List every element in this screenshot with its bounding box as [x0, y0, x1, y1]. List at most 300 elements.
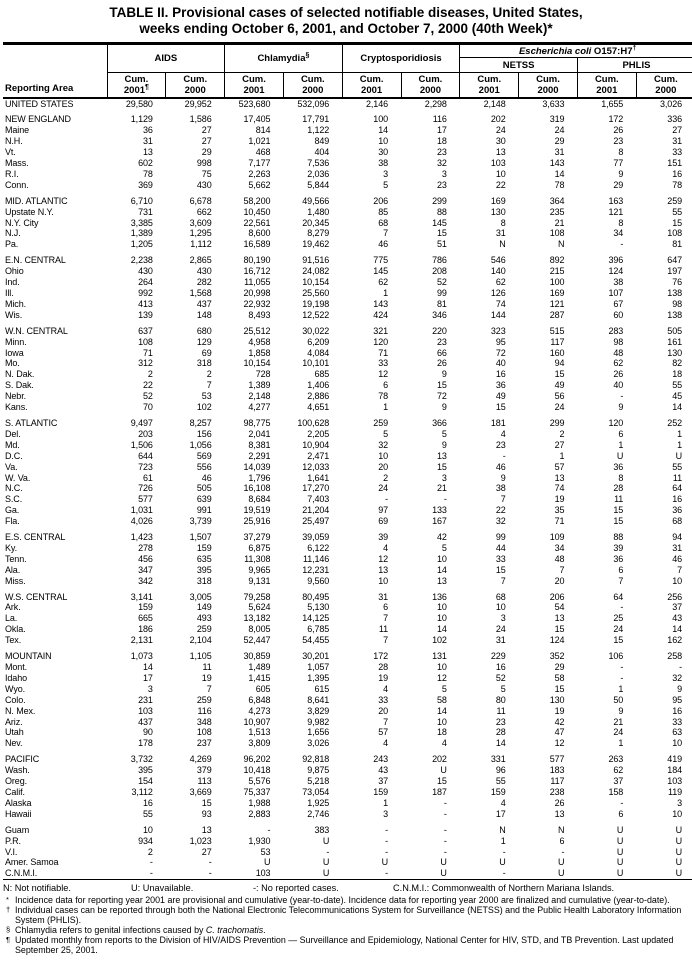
value-cell: 46	[378, 239, 389, 250]
value-cell: 53	[201, 391, 212, 402]
value-cell: 60	[613, 309, 624, 320]
value-cell: 318	[196, 575, 212, 586]
value-cell: 99	[495, 532, 506, 543]
value-cell: 8,641	[307, 694, 330, 705]
value-cell: 69	[201, 347, 212, 358]
value-cell: 36	[142, 125, 153, 136]
value-cell: 15	[672, 217, 683, 228]
value-cell: 98	[613, 336, 624, 347]
value-cell: 577	[549, 754, 565, 765]
value-cell: 85	[378, 206, 389, 217]
reporting-area-cell: Nev.	[5, 738, 23, 749]
value-cell: -	[620, 662, 624, 672]
table-row	[3, 418, 692, 429]
table-row	[3, 592, 692, 603]
value-cell: -	[620, 602, 624, 613]
value-cell: 94	[672, 532, 683, 543]
value-cell: 22,561	[243, 217, 271, 228]
value-cell: 323	[490, 325, 506, 336]
value-cell: 18	[437, 727, 447, 738]
value-cell: -	[620, 797, 624, 808]
value-cell: -	[267, 824, 271, 835]
value-cell: 11,308	[244, 553, 271, 564]
value-cell: 11	[614, 494, 624, 505]
column-header-cum-2000-1: Cum. 2000	[166, 73, 225, 98]
value-cell: 17	[437, 125, 447, 136]
value-cell: 30,022	[302, 325, 330, 336]
value-cell: 14	[437, 624, 447, 635]
table-row	[3, 440, 692, 451]
value-cell: 1,858	[248, 347, 271, 358]
value-cell: 36	[613, 461, 624, 472]
value-cell: 37	[613, 776, 624, 787]
value-cell: 1,507	[189, 532, 212, 543]
value-cell: 78	[554, 179, 565, 190]
value-cell: 15	[437, 228, 447, 239]
value-cell: 220	[432, 325, 447, 336]
reporting-area-cell: Fla.	[5, 516, 20, 527]
reporting-area-cell: Utah	[5, 727, 24, 738]
value-cell: 29	[201, 147, 212, 158]
value-cell: 8,279	[307, 228, 330, 239]
value-cell: 20	[378, 461, 389, 472]
reporting-area-cell: Vt.	[5, 147, 16, 158]
value-cell: 24	[495, 125, 506, 136]
table-row	[3, 402, 692, 413]
table-row	[3, 857, 692, 868]
value-cell: 4,269	[189, 754, 212, 765]
value-cell: 1	[618, 683, 624, 694]
value-cell: 1,423	[130, 532, 153, 543]
value-cell: 23	[495, 716, 506, 727]
value-cell: 3,385	[130, 217, 153, 228]
value-cell: 5	[383, 428, 389, 439]
value-cell: 91,516	[302, 255, 330, 266]
value-cell: 24	[554, 402, 565, 413]
reporting-area-cell: Ohio	[5, 266, 24, 277]
reporting-area-cell: N.C.	[5, 483, 23, 494]
value-cell: 5	[441, 683, 447, 694]
value-cell: 57	[554, 461, 565, 472]
value-cell: 49	[495, 391, 506, 402]
value-cell: N	[499, 824, 506, 835]
value-cell: 1,930	[248, 835, 271, 846]
value-cell: 131	[432, 651, 447, 662]
value-cell: 33	[672, 716, 683, 727]
value-cell: U	[616, 824, 624, 835]
value-cell: 1	[383, 288, 389, 298]
value-cell: 102	[432, 635, 447, 646]
value-cell: 13	[201, 824, 212, 835]
value-cell: 1,295	[189, 228, 212, 239]
value-cell: 100	[373, 114, 389, 125]
value-cell: 94	[554, 358, 565, 369]
value-cell: 26	[437, 358, 447, 369]
value-cell: 208	[432, 266, 447, 277]
value-cell: 15	[613, 516, 624, 527]
value-cell: 259	[373, 417, 389, 428]
value-cell: 10,450	[243, 206, 271, 217]
value-cell: 34	[613, 228, 624, 239]
value-cell: 15	[437, 776, 447, 787]
value-cell: 54	[554, 602, 565, 613]
value-cell: 12	[378, 553, 389, 564]
value-cell: 100,628	[297, 417, 330, 428]
value-cell: 19,198	[302, 298, 330, 309]
value-cell: 256	[667, 591, 683, 602]
value-cell: 1,205	[130, 239, 153, 250]
value-cell: 235	[549, 206, 565, 217]
table-row	[3, 380, 692, 391]
value-cell: 243	[373, 754, 389, 765]
value-cell: 1,655	[601, 98, 624, 109]
value-cell: 505	[667, 325, 683, 336]
value-cell: U	[616, 835, 624, 846]
value-cell: 7	[206, 380, 212, 391]
value-cell: 197	[667, 266, 683, 277]
value-cell: 505	[196, 483, 212, 494]
value-cell: 46	[672, 553, 683, 564]
value-cell: 21	[613, 716, 624, 727]
value-cell: 8	[500, 217, 506, 228]
value-cell: 5	[441, 428, 447, 439]
reporting-area-cell: V.I.	[5, 846, 18, 857]
value-cell: 61	[142, 472, 153, 483]
value-cell: 14	[142, 662, 153, 672]
value-cell: 1	[618, 738, 624, 749]
value-cell: 10	[672, 575, 683, 586]
reporting-area-cell: Ga.	[5, 505, 20, 516]
table-title-line1: TABLE II. Provisional cases of selected notifiable diseases, United States,	[109, 5, 583, 20]
ecoli-group-header: Escherichia coli O157:H7†	[460, 44, 692, 58]
value-cell: 138	[667, 309, 683, 320]
table-row	[3, 565, 692, 576]
table-row	[3, 868, 692, 879]
value-cell: 58,200	[243, 195, 271, 206]
value-cell: 24,082	[302, 266, 330, 277]
value-cell: 16,712	[243, 266, 271, 277]
value-cell: 13	[554, 808, 565, 819]
table-row	[3, 532, 692, 543]
value-cell: 312	[138, 358, 153, 369]
value-cell: -	[443, 808, 447, 819]
value-cell: 57	[378, 727, 389, 738]
value-cell: -	[385, 824, 389, 835]
value-cell: 98,775	[243, 417, 271, 428]
value-cell: 40	[613, 380, 624, 391]
value-cell: U	[616, 846, 624, 857]
value-cell: 126	[490, 288, 506, 298]
value-cell: -	[443, 494, 447, 505]
value-cell: 9,982	[307, 716, 330, 727]
table-row	[3, 169, 692, 180]
value-cell: 430	[196, 266, 212, 277]
reporting-area-cell: N. Dak.	[5, 369, 35, 380]
value-cell: 36	[672, 505, 683, 516]
value-cell: 19	[554, 705, 565, 716]
value-cell: 97	[378, 505, 389, 516]
column-header-cum-2001-6: Cum. 2001	[460, 73, 519, 98]
value-cell: 203	[138, 428, 153, 439]
value-cell: U	[675, 846, 683, 857]
value-cell: -	[326, 846, 330, 857]
value-cell: 413	[138, 298, 153, 309]
value-cell: 151	[667, 158, 683, 169]
value-cell: 80	[495, 694, 506, 705]
value-cell: 49,566	[302, 195, 330, 206]
value-cell: 1,073	[130, 651, 153, 662]
value-cell: 80,190	[243, 255, 271, 266]
value-cell: U	[616, 868, 624, 879]
value-cell: 352	[549, 651, 565, 662]
value-cell: 1,057	[307, 662, 330, 672]
value-cell: 2,104	[189, 635, 212, 646]
table-row	[3, 358, 692, 369]
value-cell: 31	[672, 136, 683, 147]
value-cell: 15	[437, 461, 447, 472]
value-cell: 148	[196, 309, 212, 320]
value-cell: 1,056	[189, 439, 212, 450]
reporting-area-cell: Amer. Samoa	[5, 857, 59, 868]
value-cell: 3	[441, 472, 447, 483]
table-row	[3, 266, 692, 277]
reporting-area-cell: Mont.	[5, 662, 28, 672]
table-row	[3, 787, 692, 798]
value-cell: 28	[495, 727, 506, 738]
value-cell: 70	[142, 402, 153, 413]
value-cell: 48	[613, 347, 624, 358]
value-cell: 1,122	[307, 125, 330, 136]
value-cell: 117	[550, 336, 565, 347]
value-cell: 24	[613, 624, 624, 635]
reporting-area-cell: UNITED STATES	[5, 98, 74, 109]
value-cell: 9,497	[130, 417, 153, 428]
value-cell: 159	[196, 542, 212, 553]
value-cell: 10	[142, 824, 153, 835]
value-cell: 159	[138, 602, 153, 613]
value-cell: 20,345	[302, 217, 330, 228]
value-cell: 6,678	[189, 195, 212, 206]
cryptosporidiosis-group-header: Cryptosporidiosis	[342, 44, 460, 73]
value-cell: 124	[549, 635, 565, 646]
value-cell: 2,148	[483, 98, 506, 109]
table-row	[3, 516, 692, 527]
value-cell: 383	[314, 824, 330, 835]
value-cell: 6	[618, 428, 624, 439]
value-cell: 231	[138, 694, 153, 705]
value-cell: 71	[142, 347, 153, 358]
value-cell: 27	[672, 125, 683, 136]
value-cell: 12,522	[302, 309, 330, 320]
value-cell: -	[502, 846, 506, 857]
value-cell: 252	[667, 417, 683, 428]
table-row	[3, 613, 692, 624]
value-cell: 25	[613, 613, 624, 624]
value-cell: 723	[138, 461, 153, 472]
value-cell: 1,506	[130, 439, 153, 450]
value-cell: 12	[554, 738, 565, 749]
value-cell: 79,258	[243, 591, 271, 602]
value-cell: 3,732	[130, 754, 153, 765]
value-cell: 3,005	[189, 591, 212, 602]
value-cell: 9	[500, 472, 506, 483]
value-cell: U	[381, 857, 389, 868]
value-cell: 1,021	[248, 136, 271, 147]
value-cell: 4,273	[248, 705, 271, 716]
value-cell: 299	[549, 417, 565, 428]
value-cell: 117	[550, 776, 565, 787]
value-cell: 892	[549, 255, 565, 266]
value-cell: 52	[142, 391, 153, 402]
value-cell: 3,026	[307, 738, 330, 749]
value-cell: 11	[672, 472, 683, 483]
value-cell: 3	[147, 683, 153, 694]
table-header	[3, 44, 692, 98]
value-cell: 639	[196, 494, 212, 505]
value-cell: 71	[378, 347, 389, 358]
value-cell: 1,112	[190, 239, 212, 250]
value-cell: 3	[441, 168, 447, 179]
value-cell: 3,669	[189, 786, 212, 797]
table-row	[3, 673, 692, 684]
value-cell: 30	[495, 136, 506, 147]
reporting-area-cell: NEW ENGLAND	[5, 114, 71, 125]
table-row	[3, 136, 692, 147]
reporting-area-cell: Ariz.	[5, 716, 23, 727]
value-cell: 7	[383, 613, 389, 624]
value-cell: 149	[196, 602, 212, 613]
value-cell: 158	[608, 786, 624, 797]
reporting-area-cell: C.N.M.I.	[5, 868, 38, 879]
table-row	[3, 695, 692, 706]
value-cell: 6	[559, 835, 565, 846]
value-cell: 77	[613, 158, 624, 169]
value-cell: 10	[495, 168, 506, 179]
value-cell: 556	[196, 461, 212, 472]
value-cell: 30,201	[302, 651, 330, 662]
footnote-marker-pilcrow: ¶	[6, 935, 11, 945]
value-cell: 133	[432, 505, 447, 516]
value-cell: 67	[613, 298, 624, 309]
value-cell: 283	[608, 325, 624, 336]
value-cell: 336	[667, 114, 683, 125]
value-cell: 15	[495, 402, 506, 413]
value-cell: 1	[618, 439, 624, 450]
value-cell: 8	[618, 472, 624, 483]
value-cell: 14	[554, 168, 565, 179]
value-cell: 29,952	[184, 98, 212, 109]
value-cell: 90	[142, 727, 153, 738]
value-cell: 109	[549, 532, 565, 543]
footnote-marker-dagger: †	[6, 905, 11, 915]
value-cell: 14	[672, 402, 683, 413]
value-cell: 14	[437, 564, 447, 575]
value-cell: U	[616, 450, 624, 461]
value-cell: 8	[618, 217, 624, 228]
value-cell: 19	[378, 672, 389, 683]
value-cell: 28	[378, 662, 389, 672]
value-cell: 419	[667, 754, 683, 765]
value-cell: 106	[608, 651, 624, 662]
value-cell: 2,148	[248, 391, 271, 402]
value-cell: 348	[196, 716, 212, 727]
value-cell: 2,291	[248, 450, 271, 461]
value-cell: 15	[201, 797, 212, 808]
value-cell: 1,988	[248, 797, 271, 808]
table-row	[3, 494, 692, 505]
value-cell: 37,279	[243, 532, 271, 543]
value-cell: 33	[672, 147, 683, 158]
value-cell: 36	[613, 553, 624, 564]
value-cell: 52	[495, 672, 506, 683]
value-cell: 347	[138, 564, 153, 575]
value-cell: 55	[142, 808, 153, 819]
value-cell: 2,146	[365, 98, 389, 109]
value-cell: 4	[383, 542, 389, 553]
value-cell: 187	[432, 786, 447, 797]
value-cell: 95	[672, 694, 683, 705]
value-cell: 5,844	[307, 179, 330, 190]
table-row	[3, 239, 692, 250]
value-cell: 1,480	[307, 206, 330, 217]
value-cell: 1,415	[248, 672, 271, 683]
reporting-area-cell: S. ATLANTIC	[5, 417, 58, 428]
value-cell: 424	[373, 309, 389, 320]
table-row	[3, 369, 692, 380]
table-row	[3, 196, 692, 207]
value-cell: 1,389	[248, 380, 271, 391]
aids-group-header: AIDS	[107, 44, 225, 73]
reporting-area-cell: Wyo.	[5, 683, 26, 694]
value-cell: 121	[549, 298, 565, 309]
value-cell: 29	[554, 662, 565, 672]
value-cell: 991	[196, 505, 212, 516]
value-cell: 369	[138, 179, 153, 190]
reporting-area-cell: Upstate N.Y.	[5, 206, 54, 217]
table-row	[3, 847, 692, 858]
table-row	[3, 809, 692, 820]
reporting-area-cell: N.H.	[5, 136, 23, 147]
footnote-section-sign: § Chlamydia refers to genital infections caused by C. trachomatis.	[3, 925, 689, 935]
value-cell: 120	[373, 336, 389, 347]
value-cell: 156	[196, 428, 212, 439]
value-cell: 10,904	[302, 439, 330, 450]
value-cell: 934	[138, 835, 153, 846]
value-cell: -	[620, 239, 624, 250]
value-cell: 10	[378, 450, 389, 461]
value-cell: U	[675, 857, 683, 868]
reporting-area-cell: Ala.	[5, 564, 21, 575]
value-cell: 5,662	[248, 179, 271, 190]
value-cell: 31	[378, 591, 389, 602]
table-row	[3, 218, 692, 229]
value-cell: -	[385, 868, 389, 879]
value-cell: 95	[495, 336, 506, 347]
value-cell: 9,560	[307, 575, 330, 586]
value-cell: 20,998	[243, 288, 271, 298]
value-cell: 13	[554, 613, 565, 624]
value-cell: 144	[490, 309, 506, 320]
value-cell: 38	[613, 277, 624, 288]
value-cell: 602	[138, 158, 153, 169]
value-cell: 16	[672, 494, 683, 505]
value-cell: 6	[383, 380, 389, 391]
value-cell: 44	[495, 542, 506, 553]
value-cell: 287	[549, 309, 565, 320]
value-cell: 635	[196, 553, 212, 564]
value-cell: 31	[554, 147, 565, 158]
value-cell: 37	[378, 776, 389, 787]
